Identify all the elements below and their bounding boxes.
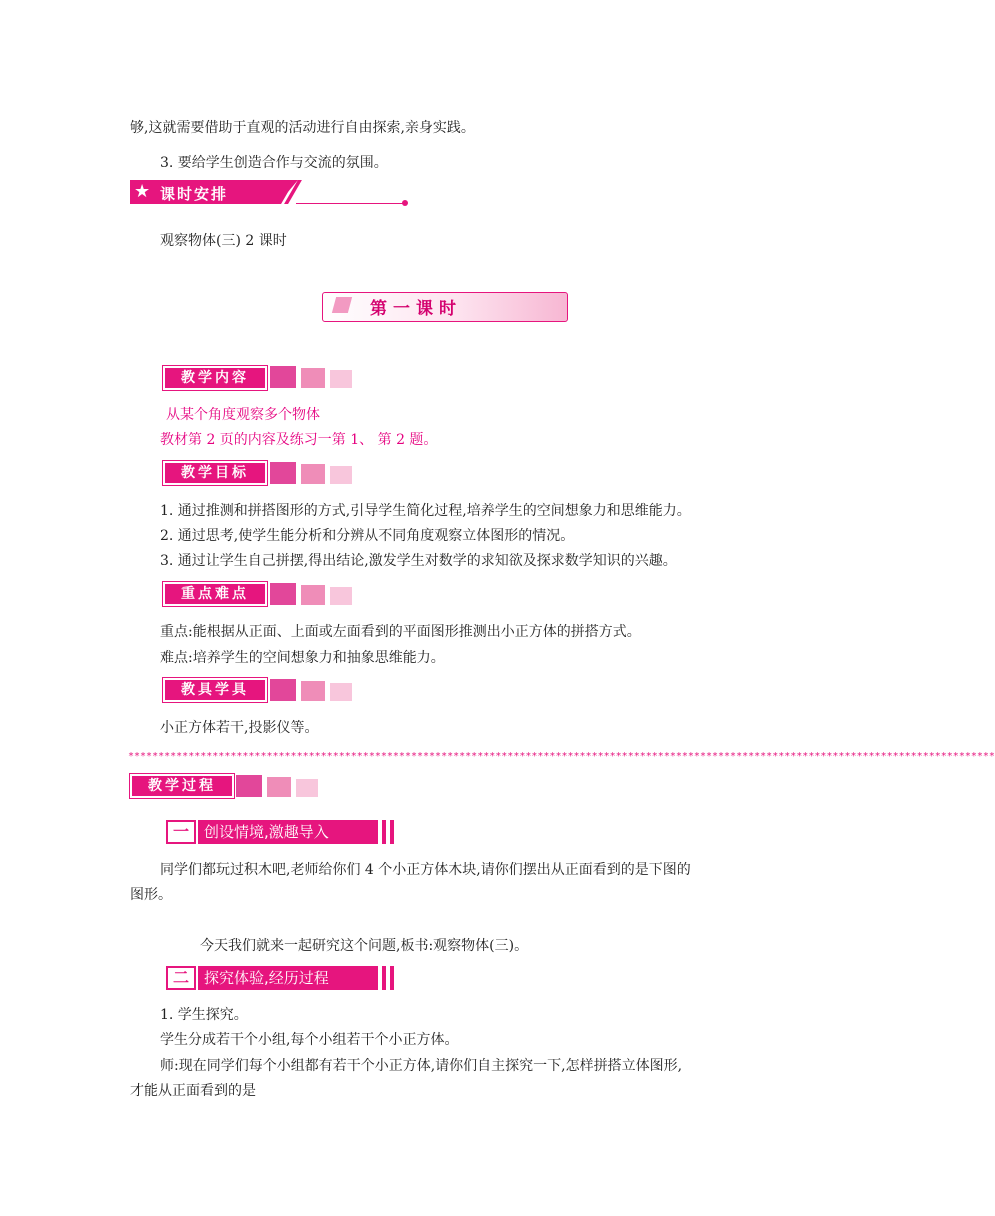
star-divider: ************************************************************************************************************************************************ — [128, 751, 995, 762]
intro-line-2: 3. 要给学生创造合作与交流的氛围。 — [160, 155, 388, 171]
step-1-line-1: 同学们都玩过积木吧,老师给你们 4 个小正方体木块,请你们摆出从正面看到的是下图的 — [160, 862, 691, 878]
step-1-line-2: 图形。 — [130, 887, 172, 903]
tools-heading: 教具学具 — [163, 678, 267, 702]
goal-item-3: 3. 通过让学生自己拼摆,得出结论,激发学生对数学的求知欲及探求数学知识的兴趣。 — [160, 553, 677, 569]
step-2-title: 探究体验,经历过程 — [198, 966, 378, 990]
step-1-title: 创设情境,激趣导入 — [198, 820, 378, 844]
schedule-text: 观察物体(三) 2 课时 — [160, 233, 287, 249]
goals-heading: 教学目标 — [163, 461, 267, 485]
content-line-2: 教材第 2 页的内容及练习一第 1、 第 2 题。 — [160, 432, 438, 448]
step-1-line-3: 今天我们就来一起研究这个问题,板书:观察物体(三)。 — [200, 938, 529, 954]
process-heading: 教学过程 — [130, 774, 234, 798]
content-line-1: 从某个角度观察多个物体 — [166, 407, 320, 423]
step-2-number: 二 — [166, 966, 196, 990]
keypoints-heading: 重点难点 — [163, 582, 267, 606]
lesson-title: 第一课时 — [370, 299, 462, 319]
step-1-number: 一 — [166, 820, 196, 844]
star-icon: ★ — [134, 181, 151, 202]
goal-item-1: 1. 通过推测和拼搭图形的方式,引导学生简化过程,培养学生的空间想象力和思维能力。 — [160, 503, 691, 519]
difficult-point: 难点:培养学生的空间想象力和抽象思维能力。 — [160, 650, 445, 666]
step-2-line-2: 学生分成若干个小组,每个小组若干个小正方体。 — [160, 1032, 459, 1048]
step-2-line-3: 师:现在同学们每个小组都有若干个小正方体,请你们自主探究一下,怎样拼搭立体图形, — [160, 1058, 683, 1074]
schedule-heading: 课时安排 — [160, 185, 229, 203]
tools-text: 小正方体若干,投影仪等。 — [160, 720, 319, 736]
key-point: 重点:能根据从正面、上面或左面看到的平面图形推测出小正方体的拼搭方式。 — [160, 624, 641, 640]
step-1-banner — [166, 820, 398, 844]
step-2-line-1: 1. 学生探究。 — [160, 1007, 248, 1023]
content-heading: 教学内容 — [163, 366, 267, 390]
step-2-banner — [166, 966, 398, 990]
goal-item-2: 2. 通过思考,使学生能分析和分辨从不同角度观察立体图形的情况。 — [160, 528, 575, 544]
intro-line-1: 够,这就需要借助于直观的活动进行自由探索,亲身实践。 — [130, 120, 475, 136]
step-2-line-4: 才能从正面看到的是 — [130, 1083, 256, 1099]
